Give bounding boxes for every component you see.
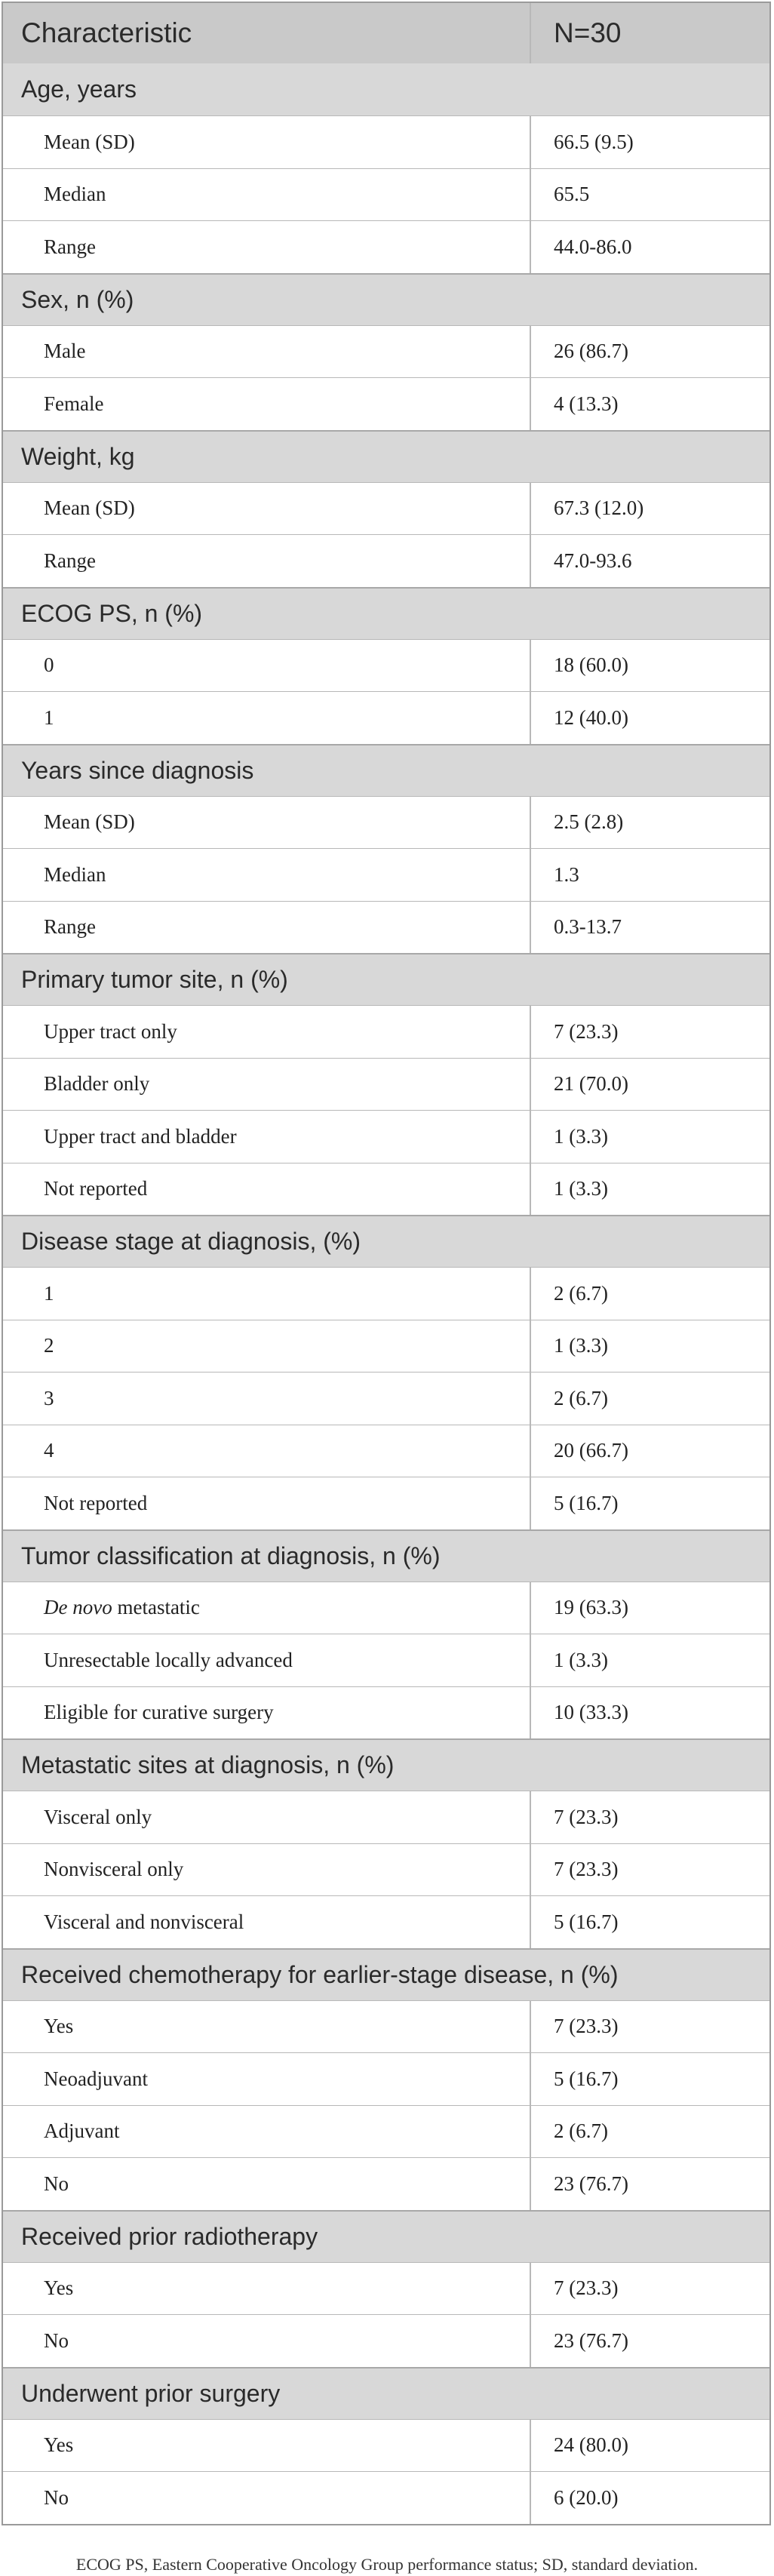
row-label: Range (3, 535, 531, 587)
table-row (3, 691, 769, 744)
table-row (3, 639, 769, 692)
row-value: 1.3 (554, 862, 579, 886)
row-label: Bladder only (3, 1059, 531, 1111)
row-value: 23 (76.7) (554, 2329, 628, 2352)
row-label: Female (3, 378, 531, 430)
table-row (3, 325, 769, 378)
table-row (3, 796, 769, 849)
row-label-rest: metastatic (112, 1596, 200, 1619)
table-row (3, 115, 769, 168)
row-label: Yes (3, 2001, 531, 2053)
row-label: Median (3, 849, 531, 901)
section-row (3, 2367, 769, 2419)
table-row (3, 1425, 769, 1477)
row-value: 7 (23.3) (554, 1805, 619, 1828)
section-title: Metastatic sites at diagnosis, n (%) (21, 1751, 395, 1778)
row-label: Visceral only (3, 1791, 531, 1843)
row-label: Range (3, 221, 531, 273)
table-row (3, 2419, 769, 2472)
section-title: Disease stage at diagnosis, (%) (21, 1228, 361, 1255)
table-row (3, 377, 769, 430)
table-footnote: ECOG PS, Eastern Cooperative Oncology Group performance status; SD, standard deviation. (75, 2555, 699, 2574)
row-value: 47.0-93.6 (554, 549, 632, 572)
table-row (3, 1791, 769, 1843)
row-label: No (3, 2158, 531, 2210)
header-n: N=30 (554, 17, 622, 48)
table-row (3, 1320, 769, 1373)
table-row (3, 848, 769, 901)
table-row (3, 1110, 769, 1163)
section-title: Sex, n (%) (21, 285, 134, 313)
row-value: 4 (13.3) (554, 392, 619, 415)
row-label (3, 1582, 531, 1634)
row-label: 2 (3, 1320, 531, 1373)
row-label: 3 (3, 1373, 531, 1425)
row-value: 2.5 (2.8) (554, 810, 624, 834)
row-value: 23 (76.7) (554, 2172, 628, 2195)
section-title: Received chemotherapy for earlier-stage disease, n (%) (21, 1960, 619, 1988)
table-row (3, 1477, 769, 1529)
row-value: 5 (16.7) (554, 1910, 619, 1933)
section-title: Underwent prior surgery (21, 2379, 281, 2407)
row-label-italic: De novo (44, 1596, 112, 1619)
row-value: 2 (6.7) (554, 1281, 608, 1305)
table-row (3, 2314, 769, 2367)
row-label: Eligible for curative surgery (3, 1687, 531, 1739)
table-row (3, 2262, 769, 2315)
row-label: Upper tract and bladder (3, 1111, 531, 1163)
row-value: 1 (3.3) (554, 1334, 608, 1357)
table-row (3, 1005, 769, 1058)
section-row (3, 1738, 769, 1791)
table-row (3, 482, 769, 535)
header-characteristic: Characteristic (3, 3, 531, 63)
row-label: Nonvisceral only (3, 1844, 531, 1896)
section-row (3, 744, 769, 796)
section-row (3, 430, 769, 482)
section-title: Weight, kg (21, 442, 135, 470)
table-row (3, 1582, 769, 1634)
row-value: 67.3 (12.0) (554, 496, 644, 520)
characteristics-table (2, 2, 771, 2525)
row-value: 24 (80.0) (554, 2433, 628, 2457)
row-value: 10 (33.3) (554, 1701, 628, 1724)
row-label: Unresectable locally advanced (3, 1634, 531, 1686)
row-value: 5 (16.7) (554, 1491, 619, 1514)
row-label: Mean (SD) (3, 116, 531, 168)
row-value: 1 (3.3) (554, 1177, 608, 1200)
section-title: Tumor classification at diagnosis, n (%) (21, 1542, 441, 1569)
row-label: 1 (3, 1268, 531, 1320)
row-label: Not reported (3, 1164, 531, 1216)
row-label: No (3, 2315, 531, 2367)
row-value: 2 (6.7) (554, 1386, 608, 1409)
row-value: 0.3-13.7 (554, 915, 622, 939)
row-value: 5 (16.7) (554, 2067, 619, 2090)
row-label: No (3, 2472, 531, 2524)
row-value: 7 (23.3) (554, 2276, 619, 2300)
row-value: 6 (20.0) (554, 2485, 619, 2509)
section-title: Age, years (21, 75, 137, 103)
section-row (3, 953, 769, 1005)
row-label: Yes (3, 2263, 531, 2315)
table-row (3, 534, 769, 587)
section-row (3, 1529, 769, 1582)
table-row (3, 220, 769, 273)
table-row (3, 1634, 769, 1686)
section-title: Primary tumor site, n (%) (21, 966, 288, 993)
row-label: Median (3, 169, 531, 221)
section-row (3, 2210, 769, 2262)
row-value: 12 (40.0) (554, 705, 628, 729)
row-value: 65.5 (554, 183, 590, 206)
table-row (3, 1267, 769, 1320)
table-row (3, 1372, 769, 1425)
row-value: 7 (23.3) (554, 1858, 619, 1881)
table-row (3, 2105, 769, 2158)
row-value: 7 (23.3) (554, 2015, 619, 2038)
row-label: Mean (SD) (3, 797, 531, 849)
section-row (3, 273, 769, 325)
table-row (3, 2157, 769, 2210)
table-row (3, 1163, 769, 1216)
row-label: Range (3, 902, 531, 954)
row-value: 7 (23.3) (554, 1019, 619, 1043)
table-header-row (3, 3, 769, 63)
section-title: ECOG PS, n (%) (21, 599, 203, 627)
table-row (3, 1895, 769, 1948)
section-title: Years since diagnosis (21, 756, 254, 784)
row-label: Not reported (3, 1477, 531, 1529)
row-label: 4 (3, 1425, 531, 1477)
section-row (3, 63, 769, 115)
table-row (3, 1686, 769, 1739)
row-label: 1 (3, 692, 531, 744)
section-row (3, 587, 769, 639)
table-row (3, 2471, 769, 2524)
row-value: 20 (66.7) (554, 1439, 628, 1462)
row-value: 26 (86.7) (554, 340, 628, 363)
table-row (3, 2000, 769, 2053)
table-row (3, 901, 769, 954)
row-value: 19 (63.3) (554, 1596, 628, 1619)
section-title: Received prior radiotherapy (21, 2222, 318, 2250)
table-body (3, 63, 769, 2524)
row-label: Upper tract only (3, 1006, 531, 1058)
row-value: 18 (60.0) (554, 653, 628, 677)
table-row (3, 168, 769, 221)
table-row (3, 1843, 769, 1896)
row-label: Male (3, 326, 531, 378)
table-row (3, 1058, 769, 1111)
row-value: 66.5 (9.5) (554, 130, 634, 153)
row-label: Neoadjuvant (3, 2053, 531, 2105)
row-value: 1 (3.3) (554, 1648, 608, 1671)
row-label: Visceral and nonvisceral (3, 1896, 531, 1948)
row-value: 21 (70.0) (554, 1072, 628, 1096)
row-label: Mean (SD) (3, 483, 531, 535)
row-value: 2 (6.7) (554, 2120, 608, 2143)
section-row (3, 1948, 769, 2000)
row-value: 1 (3.3) (554, 1124, 608, 1148)
row-label: Adjuvant (3, 2106, 531, 2158)
row-label: 0 (3, 640, 531, 692)
section-row (3, 1215, 769, 1267)
table-row (3, 2052, 769, 2105)
row-label: Yes (3, 2420, 531, 2472)
row-value: 44.0-86.0 (554, 235, 632, 258)
